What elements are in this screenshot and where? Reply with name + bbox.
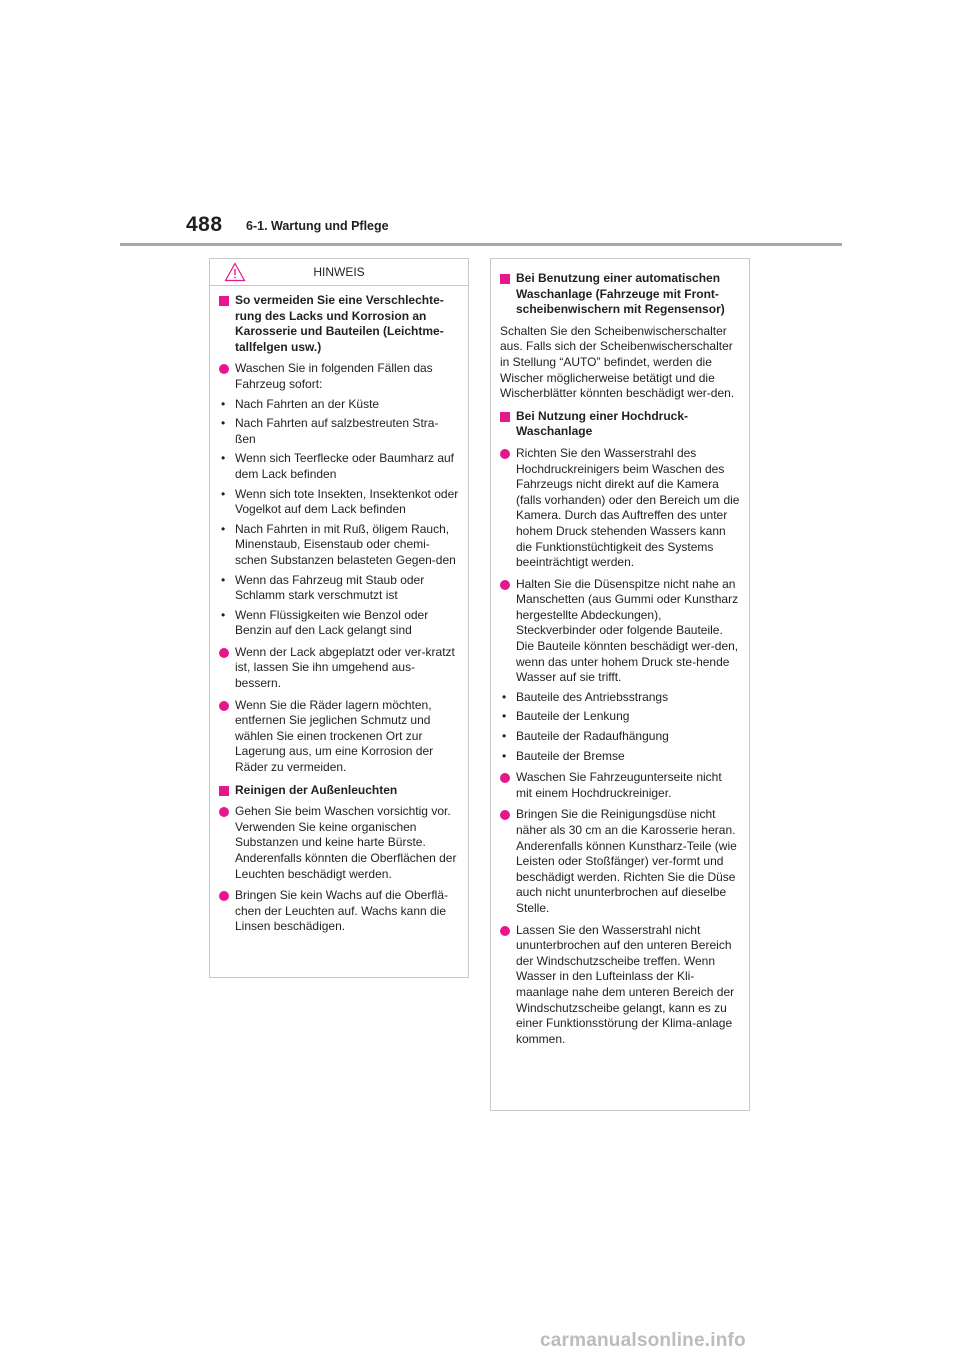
bullet-item: • Wenn sich Teerflecke oder Baumharz auf dem Lack befinden (219, 451, 459, 482)
dot-item: Lassen Sie den Wasserstrahl nicht ununterbrochen auf den unteren Bereich der Windschutzscheibe treffen. Wenn Wasser in den Lufteinlass der Kli-maanlage nahe dem unteren Bereich der Windschutzscheibe gelangt, kann es zu einer Funktionsstörung der Klima-anlage kommen. (500, 923, 740, 1048)
section-heading: So vermeiden Sie eine Verschlechte-rung des Lacks und Korrosion an Karosserie und Bauteilen (Leichtme-tallfelgen usw.) (219, 293, 459, 355)
section-title: 6-1. Wartung und Pflege (246, 219, 389, 233)
bullet-item: • Bauteile der Bremse (500, 749, 740, 765)
section-heading: Reinigen der Außenleuchten (219, 783, 459, 799)
bullet-item: • Wenn sich tote Insekten, Insektenkot oder Vogelkot auf dem Lack befinden (219, 487, 459, 518)
dot-item: Bringen Sie die Reinigungsdüse nicht näher als 30 cm an die Karosserie heran. Anderenfalls können Kunstharz-Teile (wie Leisten oder Stoßfänger) ver-formt und beschädigt werden. Richten Sie die Düse auch nicht ununterbrochen auf dieselbe Stelle. (500, 807, 740, 916)
paragraph: Schalten Sie den Scheibenwischerschalter aus. Falls sich der Scheibenwischerschalter in Stellung “AUTO” befindet, werden die Wischer möglicherweise betätigt und die Wischerblätter könnten beschädigt wer-den. (500, 323, 735, 401)
bullet-item: • Bauteile der Radaufhängung (500, 729, 740, 745)
watermark[interactable]: carmanualsonline.info (540, 1330, 746, 1351)
dot-item: Richten Sie den Wasserstrahl des Hochdruckreinigers beim Waschen des Fahrzeugs nicht direkt auf die Kamera (falls vorhanden) oder den Bereich um die Kamera. Durch das Auftreffen des unter hohem Druck stehenden Wassers kann die Funktionstüchtigkeit des Systems beeinträchtigt werden. (500, 446, 740, 571)
dot-item: Waschen Sie in folgenden Fällen das Fahrzeug sofort: (219, 361, 459, 392)
notice-label: HINWEIS (313, 265, 365, 279)
bullet-item: • Nach Fahrten auf salzbestreuten Stra-ßen (219, 416, 459, 447)
info-box (490, 258, 750, 1111)
notice-box (209, 258, 469, 978)
dot-item: Wenn der Lack abgeplatzt oder ver-kratzt ist, lassen Sie ihn umgehend aus-bessern. (219, 645, 459, 692)
dot-item: Halten Sie die Düsenspitze nicht nahe an Manschetten (aus Gummi oder Kunstharz hergestellte Abdeckungen), Steckverbinder oder folgende Bauteile. Die Bauteile könnten beschädigt wer-den, wenn das unter hohem Druck ste-hende Wasser auf sie trifft. (500, 577, 740, 686)
left-column (219, 293, 459, 935)
section-heading: Bei Benutzung einer automatischen Waschanlage (Fahrzeuge mit Front-scheibenwischern mit Regensensor) (500, 271, 740, 318)
dot-item: Waschen Sie Fahrzeugunterseite nicht mit einem Hochdruckreiniger. (500, 770, 740, 801)
header-rule (120, 243, 842, 246)
bullet-item: • Bauteile der Lenkung (500, 709, 740, 725)
notice-header (210, 259, 468, 286)
dot-item: Wenn Sie die Räder lagern möchten, entfernen Sie jeglichen Schmutz und wählen Sie einen trockenen Ort zur Lagerung aus, um eine Korrosion der Räder zu vermeiden. (219, 698, 459, 776)
bullet-item: • Wenn Flüssigkeiten wie Benzol oder Benzin auf den Lack gelangt sind (219, 608, 459, 639)
bullet-item: • Nach Fahrten an der Küste (219, 397, 459, 413)
right-column (500, 271, 740, 1047)
bullet-item: • Bauteile des Antriebsstrangs (500, 690, 740, 706)
bullet-item: • Nach Fahrten in mit Ruß, öligem Rauch, Minenstaub, Eisenstaub oder chemi-schen Substanzen belasteten Gegen-den (219, 522, 459, 569)
warning-triangle-icon (224, 262, 246, 282)
dot-item: Gehen Sie beim Waschen vorsichtig vor. Verwenden Sie keine organischen Substanzen und keine harte Bürste. Anderenfalls könnten die Oberflächen der Leuchten beschädigt werden. (219, 804, 459, 882)
dot-item: Bringen Sie kein Wachs auf die Oberflä-chen der Leuchten auf. Wachs kann die Linsen beschädigen. (219, 888, 459, 935)
bullet-item: • Wenn das Fahrzeug mit Staub oder Schlamm stark verschmutzt ist (219, 573, 459, 604)
page-number: 488 (186, 213, 223, 236)
section-heading: Bei Nutzung einer Hochdruck-Waschanlage (500, 409, 740, 440)
